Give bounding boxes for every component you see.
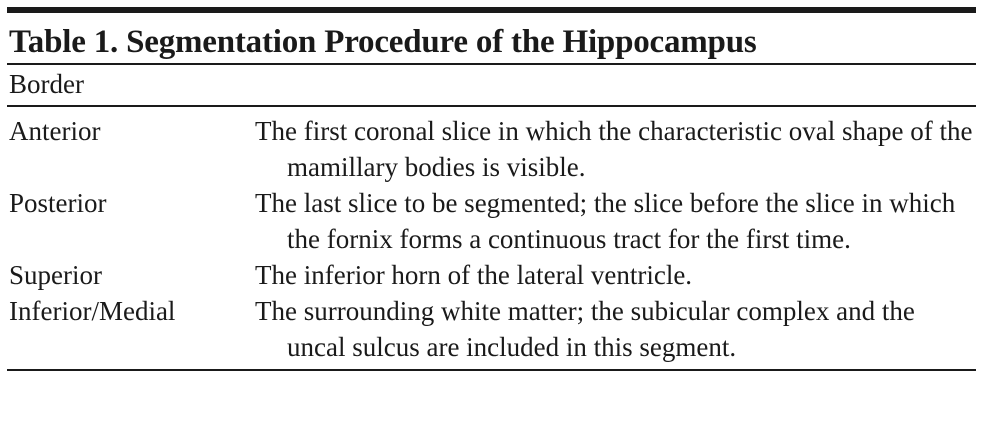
column-header-border: Border [9,69,84,99]
bottom-rule [7,369,976,371]
header-rule [7,105,976,107]
border-cell: Superior [9,260,102,290]
procedure-cell: The first coronal slice in which the characteristic oval shape of the mamillary bodies is visible. [255,116,973,182]
border-cell: Inferior/Medial [9,296,176,326]
border-cell: Anterior [9,116,101,146]
table-row [7,185,976,257]
table-row [7,293,976,369]
procedure-cell: The surrounding white matter; the subicular complex and the uncal sulcus are included in this segment. [255,296,915,362]
segmentation-table [7,7,976,371]
table-row [7,257,976,293]
procedure-cell: The last slice to be segmented; the slice before the slice in which the fornix forms a continuous tract for the first time. [255,188,956,254]
table-title: Table 1. Segmentation Procedure of the Hippocampus [9,24,757,60]
border-cell: Posterior [9,188,107,218]
table-row [7,113,976,185]
procedure-cell: The inferior horn of the lateral ventricle. [255,260,693,290]
